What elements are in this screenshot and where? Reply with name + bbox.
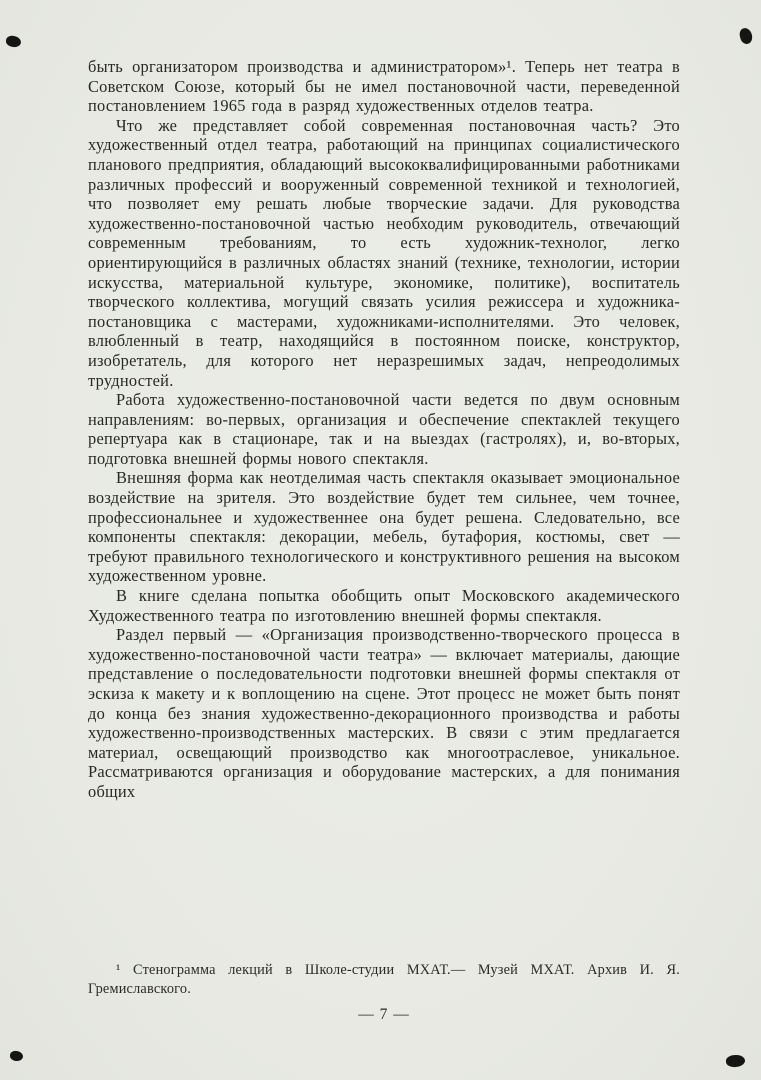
body-paragraph: Работа художественно-постановочной части ведется по двум основным направлениям: во-первых, организация и обеспечение спектаклей текущего репертуара как в стационаре, так и на выездах (гастролях), и, во-вторых, подготовка внешней формы нового спектакля. (88, 390, 680, 468)
scan-artifact-top-right (738, 27, 753, 45)
scan-artifact-top-left (5, 35, 21, 48)
body-paragraph: В книге сделана попытка обобщить опыт Московского академического Художественного театра по изготовлению внешней формы спектакля. (88, 586, 680, 625)
page-number: — 7 — (358, 1006, 410, 1023)
body-paragraph: Внешняя форма как неотделимая часть спектакля оказывает эмоциональное воздействие на зрителя. Это воздействие будет тем сильнее, чем точнее, профессиональнее и художественнее она будет решена. Следовательно, все компоненты спектакля: декорации, мебель, бутафория, костюмы, свет — требуют правильного технологического и конструктивного решения на высоком художественном уровне. (88, 468, 680, 586)
scan-artifact-bottom-right (725, 1054, 745, 1068)
body-paragraph: Что же представляет собой современная постановочная часть? Это художественный отдел театра, работающий на принципах социалистического планового предприятия, обладающий высококвалифицированными работниками различных профессий и вооруженный современной техникой и технологией, что позволяет ему решать любые творческие задачи. Для руководства художественно-постановочной частью необходим руководитель, отвечающий современным требованиям, то есть художник-технолог, легко ориентирующийся в различных областях знаний (технике, технологии, истории искусства, материальной культуре, экономике, политике), воспитатель творческого коллектива, могущий связать усилия режиссера и художника-постановщика с мастерами, художниками-исполнителями. Это человек, влюбленный в театр, находящийся в постоянном поиске, конструктор, изобретатель, для которого нет неразрешимых задач, непреодолимых трудностей. (88, 115, 680, 390)
scan-artifact-bottom-left (10, 1050, 24, 1061)
body-paragraph: Раздел первый — «Организация производственно-творческого процесса в художественно-постановочной части театра» — включает материалы, дающие представление о последовательности подготовки внешней формы спектакля от эскиза к макету и к воплощению на сцене. Этот процесс не может быть понят до конца без знания художественно-декорационного производства и работы художественно-производственных мастерских. В связи с этим предлагается материал, освещающий производство как многоотраслевое, уникальное. Рассматриваются организация и оборудование мастерских, а для понимания общих (88, 625, 680, 801)
text-block (88, 57, 680, 802)
footnote: ¹ Стенограмма лекций в Школе-студии МХАТ.— Музей МХАТ. Архив И. Я. Гремиславского. (88, 962, 680, 997)
body-paragraph: быть организатором производства и администратором»¹. Теперь нет театра в Советском Союзе, который бы не имел постановочной части, переведенной постановлением 1965 года в разряд художественных отделов театра. (88, 57, 680, 116)
